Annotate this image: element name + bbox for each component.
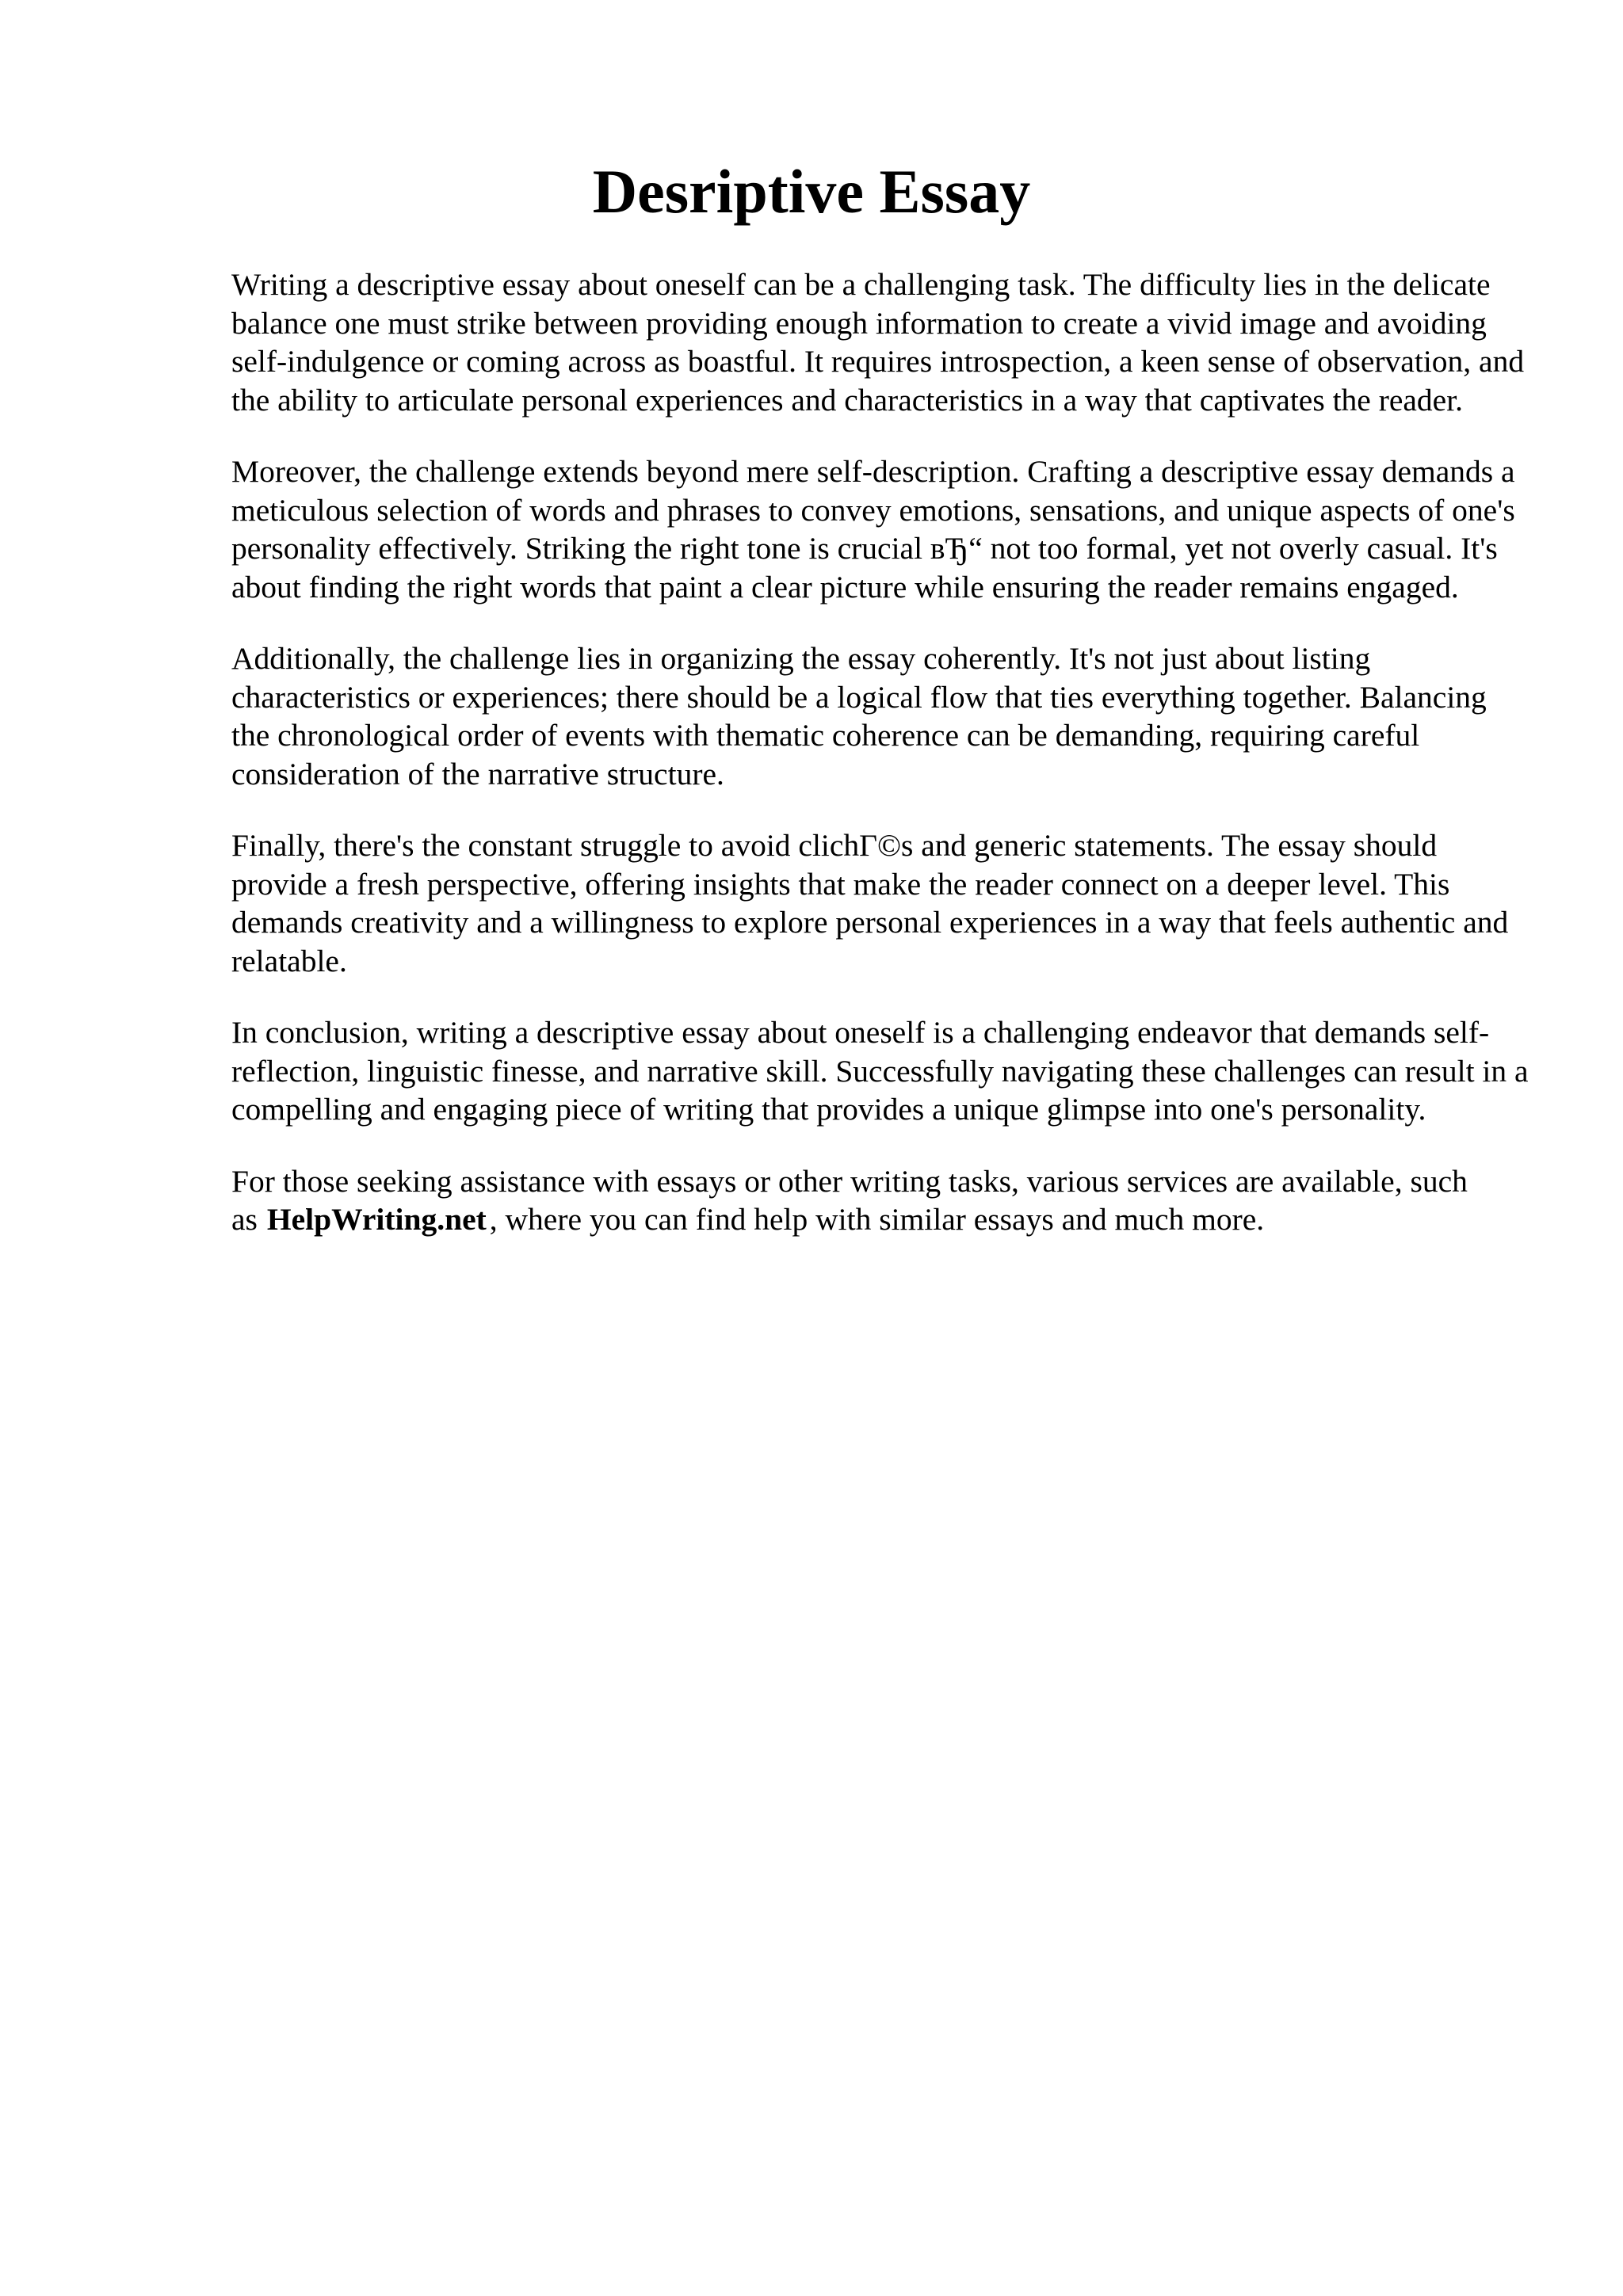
paragraph-6-text-before-link: For those seeking assistance with essays or other writing tasks, various services are available, such as <box>231 1163 1468 1237</box>
essay-body <box>231 265 1531 1272</box>
paragraph-6 <box>231 1162 1531 1239</box>
paragraph-6-text-after-link: , where you can find help with similar essays and much more. <box>489 1202 1265 1237</box>
helpwriting-link[interactable]: HelpWriting.net <box>266 1202 487 1237</box>
paragraph-3: Additionally, the challenge lies in organizing the essay coherently. It's not just about listing characteristics or experiences; there should be a logical flow that ties everything together. Balancing the chronological order of events with thematic coherence can be demanding, requiring careful consideration of the narrative structure. <box>231 641 1487 791</box>
paragraph-5: In conclusion, writing a descriptive essay about oneself is a challenging endeavor that demands self-reflection, linguistic finesse, and narrative skill. Successfully navigating these challenges can result in a compelling and engaging piece of writing that provides a unique glimpse into one's personality. <box>231 1015 1529 1127</box>
page-title: Desriptive Essay <box>592 157 1031 226</box>
paragraph-4: Finally, there's the constant struggle to avoid clichГ©s and generic statements. The essay should provide a fresh perspective, offering insights that make the reader connect on a deeper level. This demands creativity and a willingness to explore personal experiences in a way that feels authentic and relatable. <box>231 828 1509 978</box>
paragraph-1: Writing a descriptive essay about oneself can be a challenging task. The difficulty lies in the delicate balance one must strike between providing enough information to create a vivid image and avoiding self-indulgence or coming across as boastful. It requires introspection, a keen sense of observation, and the ability to articulate personal experiences and characteristics in a way that captivates the reader. <box>231 267 1525 418</box>
paragraph-2: Moreover, the challenge extends beyond mere self-description. Crafting a descriptive essay demands a meticulous selection of words and phrases to convey emotions, sensations, and unique aspects of one's personality effectively. Striking the right tone is crucial вЂ“ not too formal, yet not overly casual. It's about finding the right words that paint a clear picture while ensuring the reader remains engaged. <box>231 454 1515 605</box>
